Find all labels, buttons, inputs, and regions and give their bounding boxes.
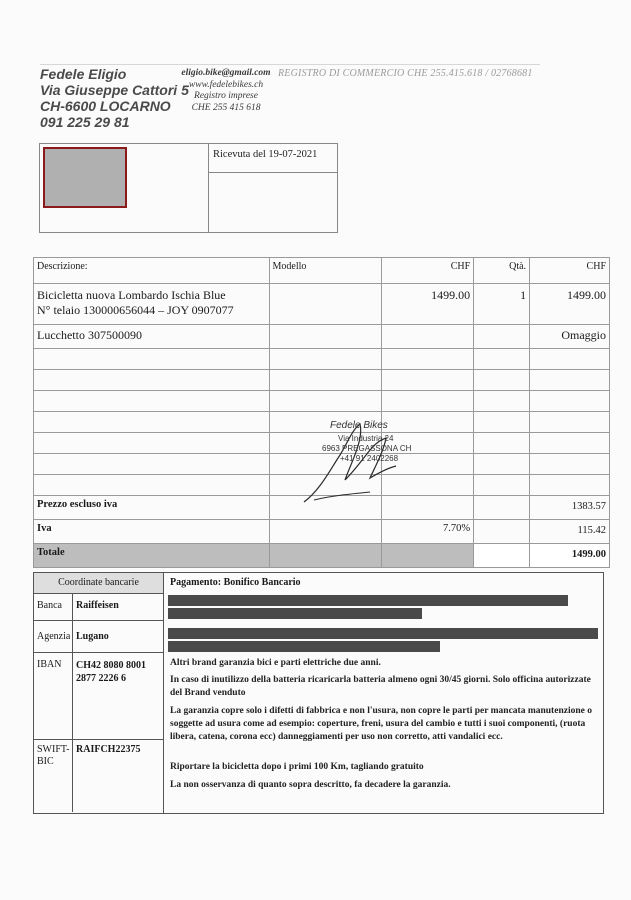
registro-header: REGISTRO DI COMMERCIO CHE 255.415.618 / 02768681: [278, 68, 533, 79]
sender-block: [40, 66, 189, 130]
iban-value: [76, 659, 146, 685]
swift-value: RAIFCH22375: [76, 744, 141, 755]
term-3: La garanzia copre solo i difetti di fabbrica e non l'usura, non copre le parti per mancata manutenzione o soggette ad usura come ad esempio: coperture, freni, usura del cambio e tutti i suoi componenti, (ruota libera, catena, corona ecc) danneggiamenti per uso non corretto, atti vandalici ecc.: [170, 706, 592, 742]
item1-line1: Bicicletta nuova Lombardo Ischia Blue: [37, 288, 226, 302]
term-4: Riportare la bicicletta dopo i primi 100 Km, tagliando gratuito: [170, 762, 424, 772]
banca-value: Raiffeisen: [76, 600, 119, 611]
term-5: La non osservanza di quanto sopra descritto, fa decadere la garanzia.: [170, 780, 451, 790]
table-row: [34, 454, 610, 475]
prezzo-row: [34, 496, 610, 520]
bank-section: [33, 572, 604, 814]
item2-description: Lucchetto 307500090: [34, 325, 270, 349]
sender-street: Via Giuseppe Cattori 5: [40, 82, 189, 98]
table-row: [34, 349, 610, 370]
header-chf: CHF: [382, 258, 474, 284]
iban-line2: 2877 2226 6: [76, 673, 126, 684]
agenzia-value: Lugano: [76, 631, 109, 642]
prezzo-value: 1383.57: [530, 496, 610, 520]
item1-price: 1499.00: [382, 284, 474, 325]
term-2: In caso di inutilizzo della batteria ricaricarla batteria almeno ogni 30/45 giorni. Solo officina autorizzate del Brand venduto: [170, 675, 591, 698]
stamp-line1: Fedele Bikes: [330, 420, 388, 431]
bank-row-banca: [34, 594, 163, 621]
receipt-divider: [208, 172, 337, 173]
bank-row-swift: [34, 740, 163, 812]
header-modello: Modello: [269, 258, 382, 284]
prezzo-label: Prezzo escluso iva: [34, 496, 270, 520]
swift-label-line2: BIC: [37, 756, 54, 767]
receipt-date: Ricevuta del 19-07-2021: [213, 149, 318, 160]
header-descrizione: Descrizione:: [34, 258, 270, 284]
totale-label: Totale: [34, 544, 270, 568]
contact-email: eligio.bike@gmail.com: [181, 68, 271, 78]
bank-row-agenzia: [34, 621, 163, 653]
item1-total: 1499.00: [530, 284, 610, 325]
item2-model: [269, 325, 382, 349]
agenzia-label: Agenzia: [35, 621, 73, 652]
items-table: [33, 257, 610, 568]
iva-row: [34, 520, 610, 544]
table-row: [34, 433, 610, 454]
header-qta: Qtà.: [474, 258, 530, 284]
stamp-line2: Via Industria 24: [338, 434, 394, 443]
recipient-divider: [208, 144, 209, 232]
bank-title: Coordinate bancarie: [34, 573, 163, 594]
table-row: [34, 391, 610, 412]
table-row: [34, 284, 610, 325]
item2-total: Omaggio: [530, 325, 610, 349]
contact-block: [178, 68, 274, 114]
item1-model: [269, 284, 382, 325]
swift-label: [35, 740, 73, 812]
item2-price: [382, 325, 474, 349]
redacted-address: [43, 147, 127, 208]
table-header-row: [34, 258, 610, 284]
iva-value: 115.42: [530, 520, 610, 544]
sender-name: Fedele Eligio: [40, 66, 127, 82]
header-chf-total: CHF: [530, 258, 610, 284]
swift-label-line1: SWIFT-: [37, 744, 70, 755]
iva-rate: 7.70%: [382, 520, 474, 544]
totale-row: [34, 544, 610, 568]
table-row: [34, 370, 610, 391]
redaction-bar: [168, 641, 440, 652]
stamp-line3: 6963 PREGASSONA CH: [322, 444, 412, 453]
item1-line2: N° telaio 130000656044 – JOY 0907077: [37, 303, 234, 317]
contact-registry-label: Registro imprese: [194, 91, 258, 101]
payment-title: Pagamento: Bonifico Bancario: [170, 577, 301, 588]
recipient-box: [39, 143, 338, 233]
item1-description: [34, 284, 270, 325]
iban-line1: CH42 8080 8001: [76, 660, 146, 671]
stamp-line4: +41 91 2402268: [340, 454, 399, 463]
table-row: [34, 412, 610, 433]
totale-value: 1499.00: [530, 544, 610, 568]
header-rule: [40, 64, 540, 65]
item1-qty: 1: [474, 284, 530, 325]
contact-registry-number: CHE 255 415 618: [191, 102, 261, 113]
banca-label: Banca: [35, 594, 73, 620]
bank-divider: [163, 573, 164, 813]
table-row: [34, 475, 610, 496]
bank-row-iban: [34, 653, 163, 740]
table-row: [34, 325, 610, 349]
contact-website: www.fedelebikes.ch: [188, 79, 264, 90]
redaction-bar: [168, 628, 598, 639]
iban-label: IBAN: [35, 653, 73, 739]
sender-phone: 091 225 29 81: [40, 114, 130, 130]
iva-label: Iva: [34, 520, 270, 544]
sender-city: CH-6600 LOCARNO: [40, 98, 171, 114]
term-1: Altri brand garanzia bici e parti elettriche due anni.: [170, 658, 381, 668]
item2-qty: [474, 325, 530, 349]
redaction-bar: [168, 608, 422, 619]
redaction-bar: [168, 595, 568, 606]
